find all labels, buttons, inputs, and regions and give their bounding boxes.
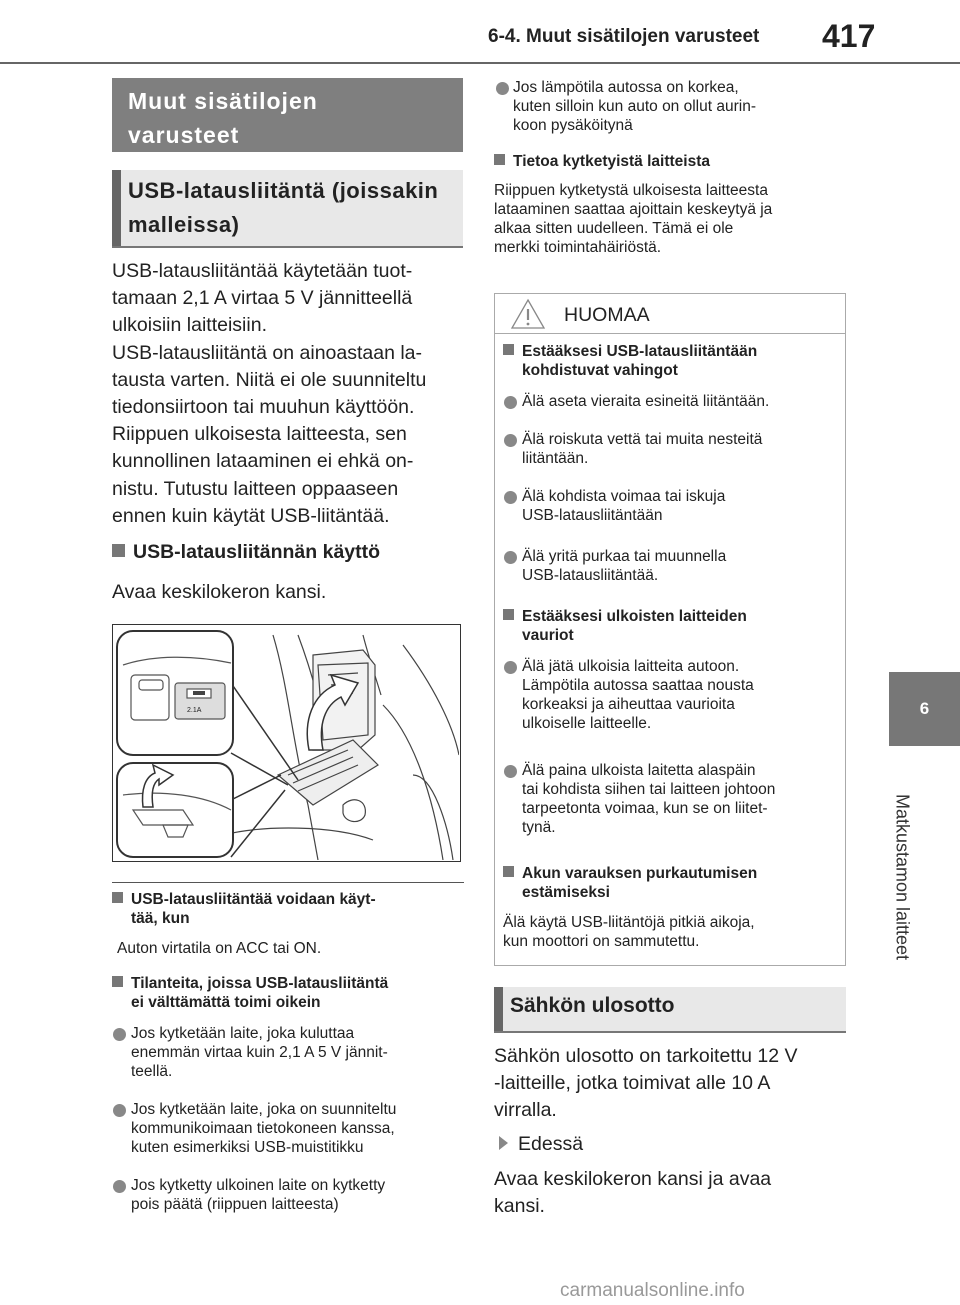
notice-item-disassemble: Älä yritä purkaa tai muunnella USB-latausliitäntää.	[522, 548, 727, 584]
section-heading-main: Muut sisätilojen varusteet	[112, 78, 463, 152]
section-heading-power-outlet: Sähkön ulosotto	[494, 987, 846, 1033]
usb-rating-label: 2.1A	[187, 707, 202, 714]
running-header: 6-4. Muut sisätilojen varusteet	[488, 26, 760, 47]
chapter-side-title: Matkustamon laitteet	[892, 793, 913, 961]
round-bullet-icon	[504, 491, 517, 504]
notice-title-divider	[494, 333, 846, 334]
notice-item-press-down: Älä paina ulkoista laitetta alaspäin tai kohdista siihen tai laitteen johtoon tarpeetonta voimaa, kun se on liitet- tynä.	[522, 762, 776, 836]
round-bullet-icon	[504, 551, 517, 564]
note-heading-when-usable: USB-latausliitäntää voidaan käyt- tää, kun	[112, 890, 464, 928]
note-item-high-temperature: Jos lämpötila autossa on korkea, kuten silloin kun auto on ollut aurin- koon pysäköitynä	[513, 79, 756, 134]
usb-intro-paragraph: USB-latausliitäntää käytetään tuot- tamaan 2,1 A virtaa 5 V jännitteellä ulkoisiin laitteisiin. USB-latausliitäntä on ainoastaan la- tausta varten. Niitä ei ole suunniteltu tiedonsiirtoon tai muuhun käyttöön. Riippuen ulkoisesta laitteesta, sen kunnollinen lataaminen ei ehkä on- nistu. Tutustu laitteen oppaaseen ennen kuin käytät USB-liitäntää.	[112, 260, 427, 527]
power-outlet-paragraph: Sähkön ulosotto on tarkoitettu 12 V -laitteille, jotka toimivat alle 10 A virralla.	[494, 1045, 798, 1122]
triangle-bullet-icon	[499, 1136, 508, 1150]
round-bullet-icon	[504, 434, 517, 447]
note-text-power-mode: Auton virtatila on ACC tai ON.	[117, 940, 322, 957]
notice-item-liquids: Älä roiskuta vettä tai muita nesteitä liitäntään.	[522, 431, 763, 467]
square-bullet-icon	[503, 609, 514, 620]
page-number: 417	[822, 18, 876, 54]
notice-item-leave-in-car: Älä jätä ulkoisia laitteita autoon. Lämpötila autossa saattaa nousta korkeaksi ja aiheuttaa vaurioita ulkoiselle laitteelle.	[522, 658, 754, 732]
note-heading-connected-devices: Tietoa kytketyistä laitteista	[494, 152, 710, 171]
connected-devices-text: Riippuen kytketystä ulkoisesta laitteesta lataaminen saattaa ajoittain keskeytyä ja alkaa sitten uudelleen. Tämä ei ole merkki toimintahäiriöstä.	[494, 182, 773, 256]
warning-triangle-icon	[510, 298, 546, 330]
usage-heading: USB-latausliitännän käyttö	[112, 541, 380, 564]
notice-text-battery: Älä käytä USB-liitäntöjä pitkiä aikoja, kun moottori on sammutettu.	[503, 914, 755, 950]
front-label: Edessä	[499, 1133, 583, 1156]
square-bullet-icon	[112, 544, 125, 557]
round-bullet-icon	[113, 1104, 126, 1117]
notice-heading-usb-damage: Estääksesi USB-latausliitäntään kohdistuvat vahingot	[503, 342, 757, 380]
note-item-high-current: Jos kytketään laite, joka kuluttaa enemmän virtaa kuin 2,1 A 5 V jännit- teellä.	[131, 1025, 388, 1080]
notes-divider	[112, 882, 464, 883]
note-item-device-off: Jos kytketty ulkoinen laite on kytketty pois päätä (riippuen laitteesta)	[131, 1177, 386, 1213]
square-bullet-icon	[494, 154, 505, 165]
watermark: carmanualsonline.info	[560, 1280, 745, 1301]
chapter-number: 6	[919, 699, 930, 718]
notice-item-force: Älä kohdista voimaa tai iskuja USB-latausliitäntään	[522, 488, 726, 524]
console-usb-illustration	[112, 624, 461, 862]
round-bullet-icon	[504, 396, 517, 409]
round-bullet-icon	[504, 661, 517, 674]
round-bullet-icon	[113, 1028, 126, 1041]
subsection-heading-usb: USB-latausliitäntä (joissakin malleissa)	[112, 170, 463, 248]
square-bullet-icon	[112, 892, 123, 903]
round-bullet-icon	[496, 82, 509, 95]
note-item-computer-device: Jos kytketään laite, joka on suunniteltu kommunikoimaan tietokoneen kanssa, kuten esimerkiksi USB-muistitikku	[131, 1101, 397, 1156]
notice-heading-device-damage: Estääksesi ulkoisten laitteiden vauriot	[503, 607, 747, 645]
notice-item-foreign-objects: Älä aseta vieraita esineitä liitäntään.	[522, 393, 770, 410]
notice-heading-battery: Akun varauksen purkautumisen estämiseksi	[503, 864, 757, 902]
round-bullet-icon	[113, 1180, 126, 1193]
square-bullet-icon	[112, 976, 123, 987]
front-instructions: Avaa keskilokeron kansi ja avaa kansi.	[494, 1168, 772, 1218]
header-rule	[0, 62, 960, 64]
note-heading-may-not-work: Tilanteita, joissa USB-latausliitäntä ei välttämättä toimi oikein	[112, 974, 464, 1012]
square-bullet-icon	[503, 866, 514, 877]
notice-title: HUOMAA	[564, 304, 650, 326]
usage-text: Avaa keskilokeron kansi.	[112, 581, 327, 603]
chapter-tab	[889, 672, 960, 746]
round-bullet-icon	[504, 765, 517, 778]
square-bullet-icon	[503, 344, 514, 355]
